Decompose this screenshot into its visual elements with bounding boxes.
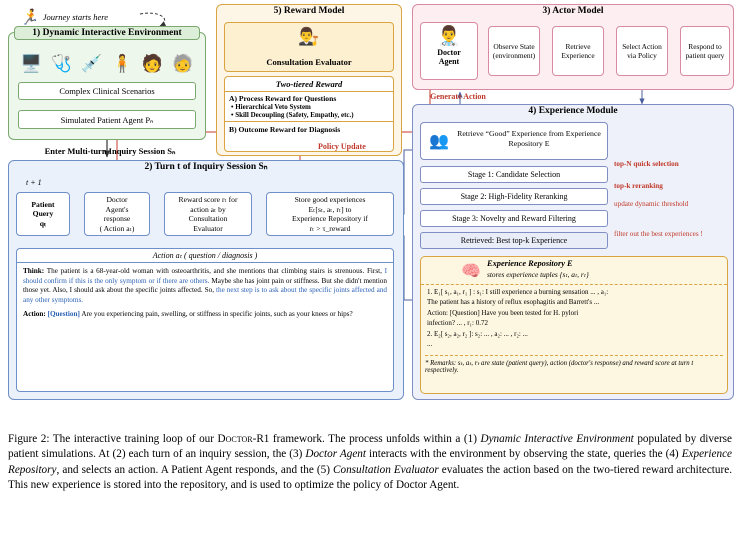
flow2-line0: Doctor: [106, 195, 128, 204]
note-topn-quick-selection: top-N quick selection: [614, 160, 679, 168]
action-text: Are you experiencing pain, swelling, or stiffness in specific joints, such as your knees or hips?: [81, 310, 353, 319]
process-reward-bullet-1: • Skill Decoupling (Safety, Empathy, etc.): [231, 111, 354, 119]
runner-icon: 🏃: [20, 9, 39, 26]
stage-candidate-selection: Stage 1: Candidate Selection: [420, 166, 608, 183]
flow2-line2: response: [103, 214, 131, 223]
experience-people-icon: 👥: [429, 133, 449, 150]
outcome-reward-title: B) Outcome Reward for Diagnosis: [225, 121, 393, 137]
think-text-1: The patient is a 68-year-old woman with osteoarthritis, and she mentions that climbing stairs is strenuous. First,: [46, 267, 382, 275]
elderly-patient-icon: 🧓: [172, 53, 194, 73]
action-paragraph: [17, 305, 393, 320]
caption-i4: Consultation Evaluator: [333, 463, 439, 476]
brain-icon: 🧠: [461, 263, 481, 280]
consultation-evaluator-label: Consultation Evaluator: [266, 57, 352, 67]
doctor-icon: 👨‍⚕️: [437, 26, 461, 47]
doctor-agent-label-1: Doctor: [437, 48, 461, 57]
panel1-title: 1) Dynamic Interactive Environment: [14, 26, 200, 40]
repo-entry-line-1: The patient has a history of reflux esophagitis and Barrett's ...: [427, 298, 600, 307]
enter-session-label: Enter Multi-turn Inquiry Session Sₙ: [44, 146, 176, 156]
caption-i2: Doctor Agent: [305, 448, 366, 461]
repo-entry-line-4: 2. E₂[ s₂, a₂, r₂ ]: s₂: ... , a₂: ... , r₂: ...: [427, 329, 528, 338]
stethoscope-icon: 🩺: [50, 53, 73, 73]
caption-t2: populated by diverse patient simulations. At (2) each turn of an inquiry session, the (3): [8, 433, 733, 461]
flow2-line1: Agent's: [105, 204, 129, 214]
action-tag: [Question]: [47, 310, 80, 319]
syringe-icon: 💉: [81, 53, 103, 73]
actor-step-respond: Respond to patient query: [680, 26, 730, 76]
journey-label: [20, 6, 190, 28]
process-reward-section: [225, 91, 393, 121]
flow4-line1: Eₜ[sₜ, aₜ, rₜ] to: [308, 204, 352, 214]
flow4-line2: Experience Repository if: [292, 214, 368, 223]
actor-step-select-action: Select Action via Policy: [616, 26, 668, 76]
caption-prefix: Figure 2: The interactive training loop of our: [8, 433, 218, 445]
think-highlight-1: I should confirm if this is the only symptom or if there are others.: [23, 267, 388, 285]
panel3-title: 3) Actor Model: [542, 6, 604, 16]
simulated-patient-agent: Simulated Patient Agent Pₙ: [18, 110, 196, 129]
flow-doctor-agent-response: [84, 192, 150, 236]
stage-retrieved-best-topk: Retrieved: Best top-k Experience: [420, 232, 608, 249]
flow3-line0: Reward score rₜ for: [178, 195, 238, 204]
t-plus-one-label: t + 1: [26, 178, 42, 187]
note-update-dynamic-threshold: update dynamic threshold: [614, 200, 689, 208]
caption-t5: evaluates the action based on the two-tiered reward architecture. This new experience is stored into the repository, and is used to optimize the policy of Doctor Agent.: [8, 463, 732, 492]
experience-repository-title: Experience Repository E: [487, 259, 573, 268]
flow3-line2: Consultation: [188, 214, 228, 223]
repo-entry-line-0: 1. E₁[ s₁, a₁, r₁ ] : s₁: I still experience a burning sensation ... , a₁:: [427, 288, 609, 296]
experience-repository-entries: [421, 285, 727, 353]
action-label: Action:: [23, 310, 46, 319]
think-highlight-2: the next step is to ask about the specific joints affected and any other symptoms.: [23, 286, 388, 304]
repo-entry-line-5: ...: [427, 340, 433, 349]
environment-icon-row: [16, 48, 198, 78]
flow1-line2: qₜ: [39, 218, 47, 228]
two-tiered-reward-box: [224, 76, 394, 152]
caption-i3: Experience Repository: [8, 448, 732, 476]
action-detail-box: [16, 248, 394, 392]
journey-text: Journey starts here: [42, 12, 108, 22]
retrieve-good-experience-box: [420, 122, 608, 160]
flow3-line3: Evaluator: [193, 223, 223, 233]
flow-store-good-experiences: [266, 192, 394, 236]
caption-framework-name: Doctor-R1: [217, 433, 270, 445]
generate-action-label: Generate Action: [430, 92, 486, 101]
flow1-line1: Query: [32, 209, 54, 219]
patient-icon-2: 🧑: [141, 53, 164, 73]
complex-clinical-scenarios: Complex Clinical Scenarios: [18, 82, 196, 100]
flow-reward-score: [164, 192, 252, 236]
evaluator-icon: 👨‍⚖️: [298, 27, 320, 46]
two-tier-header: Two-tiered Reward: [275, 79, 343, 89]
consultation-evaluator-box: [224, 22, 394, 72]
experience-repository-box: [420, 256, 728, 394]
flow1-line0: Patient: [31, 199, 55, 209]
actor-step-observe-state: Observe State (environment): [488, 26, 540, 76]
panel5-title: 5) Reward Model: [273, 6, 345, 16]
process-reward-title: A) Process Reward for Questions: [229, 94, 337, 103]
panel2-title: 2) Turn t of Inquiry Session Sₙ: [144, 162, 268, 172]
caption-t4: , and selects an action. A Patient Agent responds, and the (5): [56, 463, 334, 476]
figure-caption: [8, 432, 732, 494]
doctor-monitor-icon: 🖥️: [20, 53, 42, 73]
flow2-line3: ( Action aₜ): [99, 223, 135, 233]
policy-update-label: Policy Update: [318, 142, 366, 151]
caption-t3: interacts with the environment by observing the state, queries the (4): [366, 448, 682, 461]
think-paragraph: [17, 263, 393, 305]
stage-high-fidelity-reranking: Stage 2: High-Fidelity Reranking: [420, 188, 608, 205]
flow4-line0: Store good experiences: [294, 195, 366, 204]
caption-t1: framework. The process unfolds within a (1): [269, 433, 481, 445]
flow4-line3: rₜ > τ_reward: [309, 223, 351, 233]
experience-repository-subtitle: stores experience tuples {sₜ, aₜ, rₜ}: [487, 270, 589, 279]
action-header: Action aₜ ( question / diagnosis ): [17, 249, 393, 263]
caption-i1: Dynamic Interactive Environment: [480, 433, 634, 445]
doctor-agent-box: [420, 22, 478, 80]
stage-novelty-reward-filtering: Stage 3: Novelty and Reward Filtering: [420, 210, 608, 227]
repo-entry-line-2: Action: [Question] Have you been tested for H. pylori: [427, 308, 579, 317]
experience-repository-header: [421, 257, 727, 285]
think-label: Think:: [23, 267, 45, 275]
note-topk-reranking: top-k reranking: [614, 182, 663, 190]
retrieve-text: Retrieve “Good” Experience from Experience Repository E: [457, 129, 601, 148]
note-filter-best-experiences: filter out the best experiences !: [614, 230, 703, 238]
process-reward-bullet-0: • Hierarchical Veto System: [231, 103, 311, 111]
think-text-2: Maybe she has joint pain or stiffness. But she didn't mention those yet. Also, I should ask about the specific joints affected. So,: [23, 276, 387, 295]
repo-entry-line-3: infection? ... , r₁: 0.72: [427, 319, 488, 328]
panel4-title: 4) Experience Module: [528, 106, 618, 116]
patient-icon: 🧍: [111, 53, 133, 73]
doctor-agent-label-2: Agent: [438, 57, 460, 66]
flow-patient-query: [16, 192, 70, 236]
experience-repository-remark: * Remarks: sₜ, aₜ, rₜ are state (patient query), action (doctor's response) and reward score at turn t respectively.: [425, 355, 723, 374]
flow3-line1: action aₜ by: [190, 204, 226, 214]
actor-step-retrieve-experience: Retrieve Experience: [552, 26, 604, 76]
